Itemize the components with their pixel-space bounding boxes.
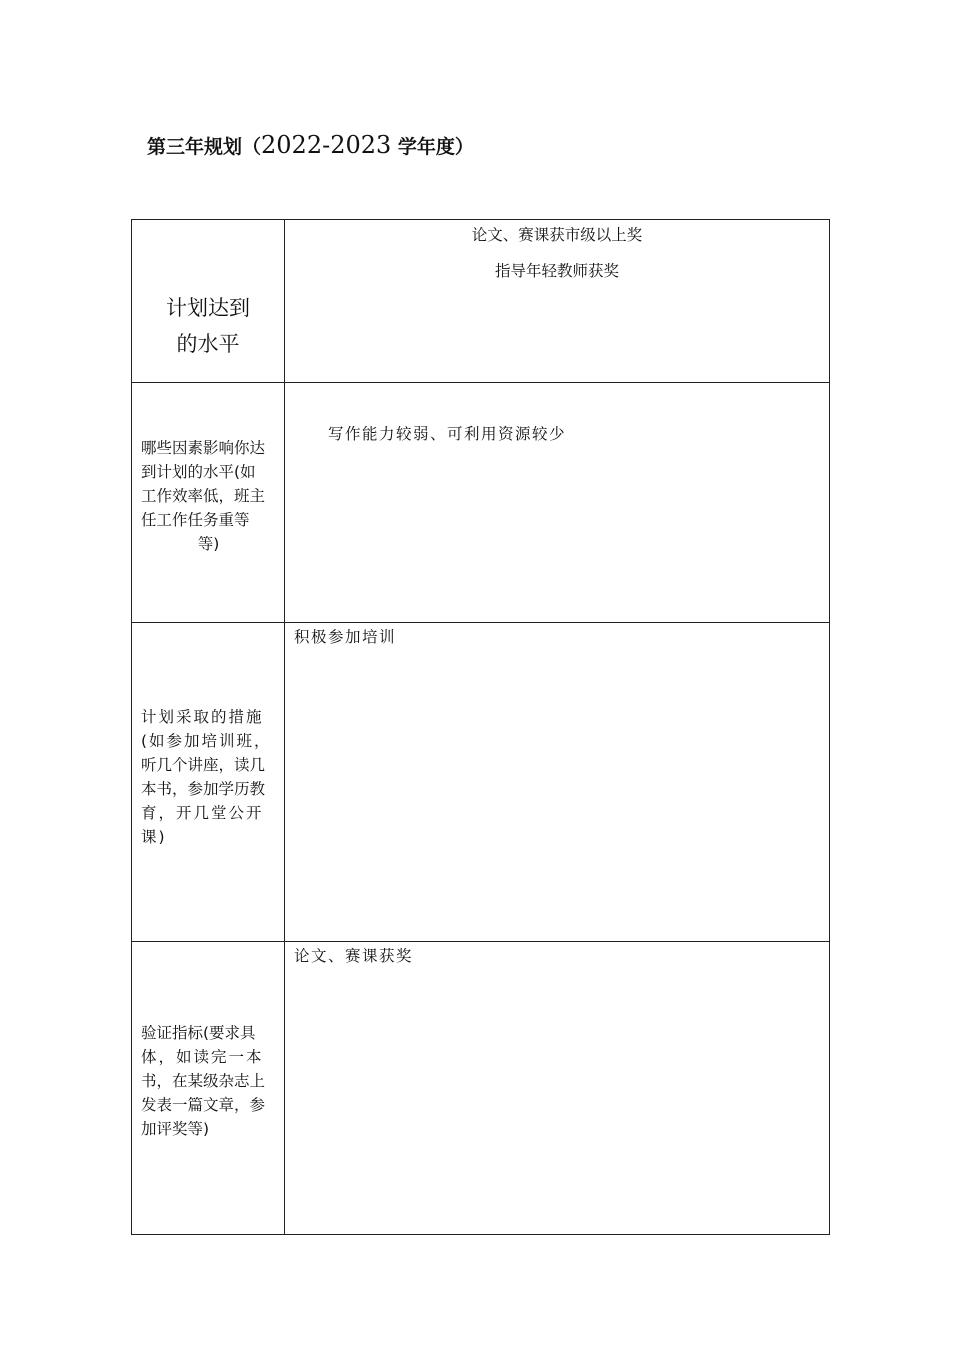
label-line: 加评奖等) bbox=[141, 1120, 210, 1138]
table-row-verification bbox=[132, 942, 830, 1235]
label-line: 发表一篇文章，参 bbox=[141, 1096, 266, 1114]
label-line: 体，如读完一本 bbox=[141, 1048, 264, 1066]
label-line: 本书，参加学历教 bbox=[141, 780, 266, 798]
label-line: 育，开几堂公开 bbox=[141, 804, 264, 822]
label-cell-measures bbox=[132, 623, 285, 942]
page-title bbox=[147, 130, 474, 162]
table-row-influencing-factors bbox=[132, 383, 830, 623]
content-line: 写作能力较弱、可利用资源较少 bbox=[328, 425, 567, 443]
label-line: 计划达到 bbox=[166, 296, 250, 320]
content-cell-target-level bbox=[285, 220, 830, 383]
content-cell-verification bbox=[285, 942, 830, 1235]
label-line: 课) bbox=[141, 828, 167, 846]
label-cell-influencing-factors bbox=[132, 383, 285, 623]
label-line: 书，在某级杂志上 bbox=[141, 1072, 266, 1090]
label-line: 的水平 bbox=[176, 332, 240, 356]
title-suffix: 学年度） bbox=[391, 136, 474, 158]
label-line: 听几个讲座，读几 bbox=[141, 756, 266, 774]
label-line: 工作效率低，班主 bbox=[141, 487, 266, 505]
content-line: 积极参加培训 bbox=[294, 628, 397, 646]
label-line: 计划采取的措施 bbox=[141, 708, 264, 726]
label-line: 等) bbox=[197, 535, 220, 553]
label-line: 到计划的水平(如 bbox=[141, 463, 256, 481]
content-cell-measures bbox=[285, 623, 830, 942]
content-cell-influencing-factors bbox=[285, 383, 830, 623]
content-line: 论文、赛课获奖 bbox=[294, 947, 414, 965]
label-measures bbox=[141, 705, 276, 849]
label-verification bbox=[141, 1021, 276, 1141]
content-line: 论文、赛课获市级以上奖 bbox=[471, 226, 643, 244]
table-row-measures bbox=[132, 623, 830, 942]
label-cell-verification bbox=[132, 942, 285, 1235]
content-line: 指导年轻教师获奖 bbox=[494, 262, 619, 280]
table-row-target-level bbox=[132, 220, 830, 383]
label-influencing-factors bbox=[141, 436, 276, 556]
label-target-level bbox=[132, 290, 284, 362]
label-line: 任工作任务重等 bbox=[141, 511, 250, 529]
label-line: 哪些因素影响你达 bbox=[141, 439, 266, 457]
label-cell-target-level bbox=[132, 220, 285, 383]
title-year: 2022-2023 bbox=[261, 131, 392, 159]
title-prefix: 第三年规划（ bbox=[147, 136, 262, 158]
plan-table bbox=[131, 219, 830, 1235]
label-line: 验证指标(要求具 bbox=[141, 1024, 256, 1042]
label-line: (如参加培训班， bbox=[141, 732, 272, 750]
